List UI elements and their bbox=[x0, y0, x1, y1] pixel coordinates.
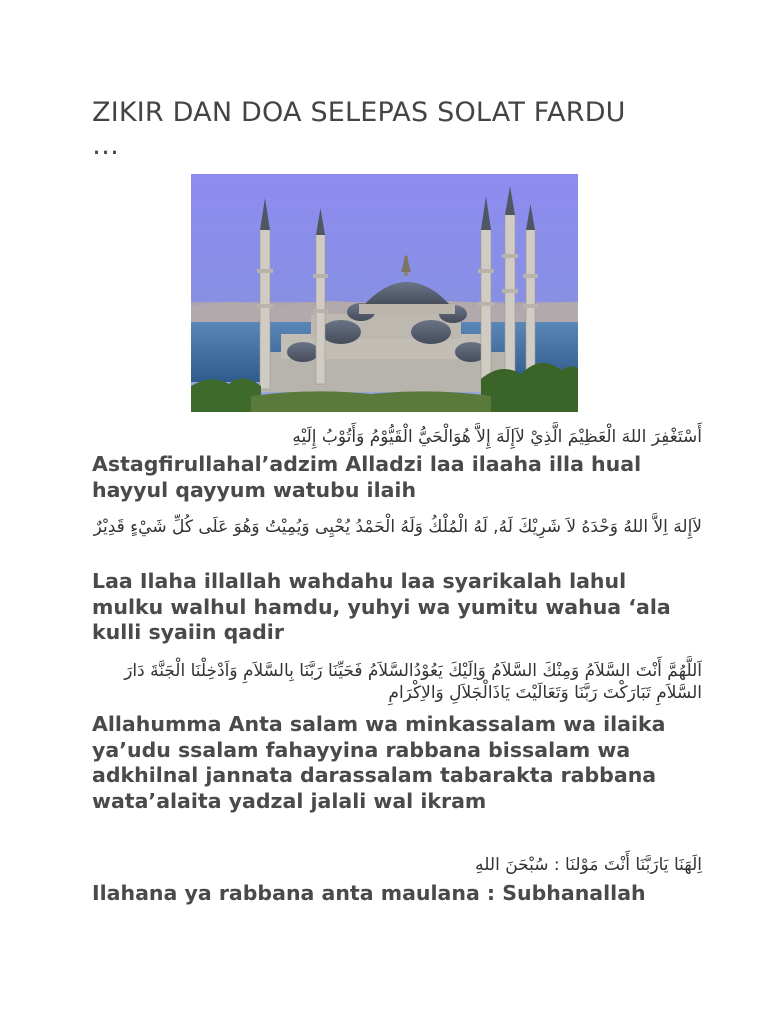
arabic-text-1: أَسْتَغْفِرَ اللهَ الْعَظِيْمَ الَّذِيْ لاَإِلَهَ إِلاَّ هُوَالْحَيُّ الْقَيُّوْمُ وَأَتُوْبُ إِلَيْهِ bbox=[292, 427, 702, 447]
latin-text-1: Astagfirullahal’adzim Alladzi laa ilaaha illa hual hayyul qayyum watubu ilaih bbox=[92, 452, 642, 502]
latin-text-4: Ilahana ya rabbana anta maulana : Subhanallah bbox=[92, 881, 646, 905]
mosque-photo bbox=[191, 174, 578, 412]
arabic-text-4: اِلَهَنَا يَارَبَّنَا أَنْتَ مَوْلنَا : سُبْحَنَ اللهِ bbox=[475, 855, 702, 875]
mosque-illustration bbox=[191, 174, 578, 412]
page-title: ZIKIR DAN DOA SELEPAS SOLAT FARDU … bbox=[92, 97, 626, 161]
arabic-text-2: لاَإِلهَ اِلاَّ اللهُ وَحْدَهُ لاَ شَرِيْكَ لَهُ, لَهُ الْمُلْكُ وَلَهُ الْحَمْدُ يُحْيِى وَيُمِيْتُ وَهُوَ عَلَى كُلِّ شَيْءٍ قَدِيْرٌ bbox=[93, 517, 702, 537]
latin-text-2: Laa Ilaha illallah wahdahu laa syarikalah lahul mulku walhul hamdu, yuhyi wa yumitu wahua ‘ala kulli syaiin qadir bbox=[92, 569, 671, 644]
latin-text-3: Allahumma Anta salam wa minkassalam wa ilaika ya’udu ssalam fahayyina rabbana bissalam wa adkhilnal jannata darassalam tabarakta rabbana wata’alaita yadzal jalali wal ikram bbox=[92, 712, 666, 813]
arabic-text-3: اَللَّهُمَّ أَنْتَ السَّلاَمُ وَمِنْكَ السَّلاَمُ وَاِلَيْكَ يَعُوْدُالسَّلاَمُ فَحَيِّنَا رَبَّنَا بِالسَّلاَمِ وَاَدْخِلْنَا الْجَنَّةَ دَارَ السَّلاَمِ تَبَارَكْتَ رَبَّنَا وَتَعَالَيْتَ يَاذَالْجَلاَلِ وَالاِكْرَامِ bbox=[124, 661, 702, 703]
